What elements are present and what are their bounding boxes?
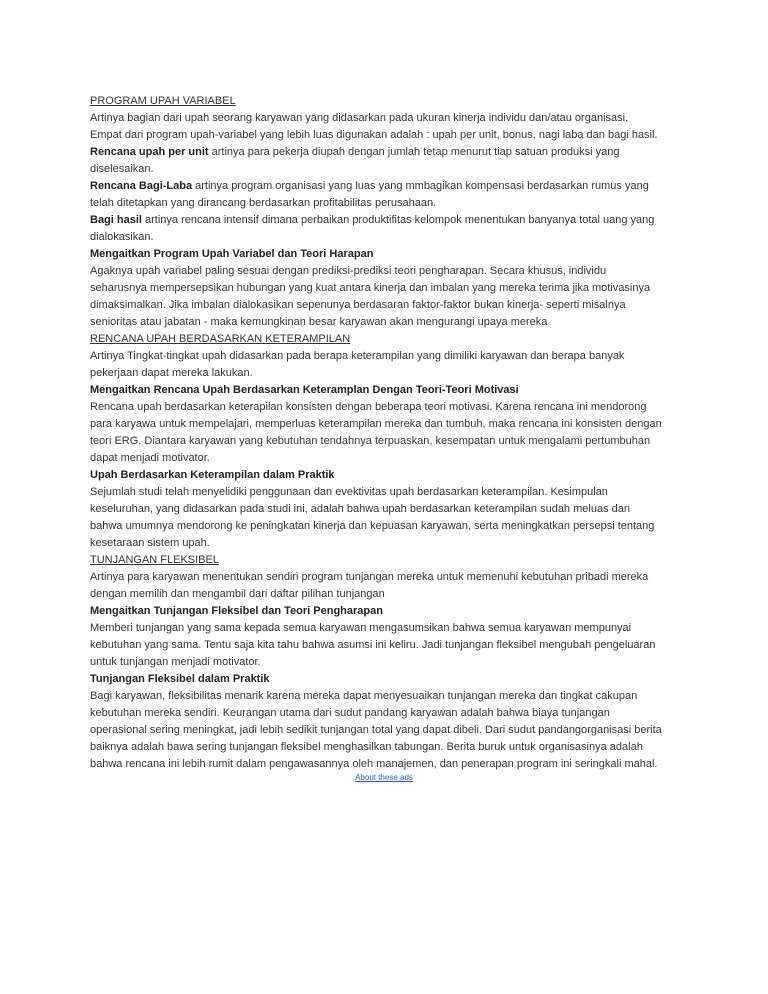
paragraph-line: Memberi tunjangan yang sama kepada semua karyawan mengasumsikan bahwa semua karyawan mempunyai	[90, 622, 632, 634]
paragraph-line: kebutuhan mereka sendiri. Keurangan utama dari sudut pandang karyawan adalah bahwa biaya tunjangan	[90, 707, 610, 719]
section-heading-rencana-upah-keterampilan: RENCANA UPAH BERDASARKAN KETERAMPILAN	[90, 333, 351, 345]
paragraph-line: Rencana upah berdasarkan keterapilan konsisten dengan beberapa teori motivasi. Karena rencana ini mendorong	[90, 401, 647, 413]
paragraph-line: kesetaraan sistem upah.	[90, 537, 210, 549]
paragraph-line: senioritas atau jabatan - maka kemungkinan besar karyawan akan mengurangi upaya mereka	[90, 316, 548, 328]
paragraph-line	[90, 144, 682, 161]
paragraph-line: operasional sering meningkat, jadi lebih sedikit tunjangan total yang dapat dibeli. Dari sudut pandangorganisasi berita	[90, 724, 662, 736]
subheading-tunjangan-praktik: Tunjangan Fleksibel dalam Praktik	[90, 673, 270, 685]
paragraph-line: Sejumlah studi telah menyelidiki penggunaan dan evektivitas upah berdasarkan keterampilan. Kesimpulan	[90, 486, 608, 498]
subheading-keterampilan-teori-motivasi: Mengaitkan Rencana Upah Berdasarkan Keteramplan Dengan Teori-Teori Motivasi	[90, 384, 519, 396]
term-bagi-hasil: Bagi hasil	[90, 214, 142, 226]
paragraph-line: bahwa umumnya mendorong ke peningkatan kinerja dan kepuasan karyawan, serta meningkatkan persepsi tentang	[90, 520, 655, 532]
term-rencana-bagi-laba: Rencana Bagi-Laba	[90, 180, 193, 192]
term-definition: artinya para pekerja diupah dengan jumlah tetap menurut tiap satuan produksi yang	[208, 146, 620, 158]
paragraph-line: Artinya bagian dari upah seorang karyawan yang didasarkan pada ukuran kinerja individu dan/atau organisasi.	[90, 112, 629, 124]
paragraph-line: para karyawa untuk mempelajari, memperluas keterampilan mereka dan tumbuh, maka rencana ini konsisten dengan	[90, 418, 662, 430]
paragraph-line: dapat menjadi motivator.	[90, 452, 210, 464]
paragraph-line	[90, 178, 682, 195]
paragraph-line: keseluruhan, yang didasarkan pada studi ini, adalah bahwa upah berdasarkan keterampilan sudah meluas dan	[90, 503, 630, 515]
paragraph-line: teori ERG. Diantara karyawan yang kebutuhan tendahnya terpuaskan, kesempatan untuk mengalami pertumbuhan	[90, 435, 651, 447]
subheading-keterampilan-praktik: Upah Berdasarkan Keterampilan dalam Praktik	[90, 469, 335, 481]
paragraph-line: dialokasikan.	[90, 231, 154, 243]
paragraph-line: bahwa rencana ini lebih rumit dalam pengawasannya oleh manajemen, dan penerapan program ini seringkali mahal.	[90, 758, 658, 770]
paragraph-line	[90, 212, 682, 229]
paragraph-line: Artinya para karyawan menentukan sendiri program tunjangan mereka untuk memenuhi kebutuhan pribadi mereka	[90, 571, 649, 583]
document-body	[90, 93, 682, 773]
subheading-tunjangan-teori-pengharapan: Mengaitkan Tunjangan Fleksibel dan Teori Pengharapan	[90, 605, 383, 617]
paragraph-line: Bagi karyawan, fleksibilitas menarik karena mereka dapat menyesuaikan tunjangan mereka dan tingkat cakupan	[90, 690, 638, 702]
paragraph-line: telah ditetapkan yang dirancang berdasarkan profitabilitas perusahaan.	[90, 197, 437, 209]
section-heading-program-upah-variabel: PROGRAM UPAH VARIABEL	[90, 95, 236, 107]
paragraph-line: untuk tunjangan menjadi motivator.	[90, 656, 261, 668]
paragraph-line: Artinya Tingkat-tingkat upah didasarkan pada berapa keterampilan yang dimiliki karyawan dan berapa banyak	[90, 350, 625, 362]
term-definition: artinya rencana intensif dimana perbaikan produktifitas kelompok menentukan banyanya total uang yang	[141, 214, 655, 226]
paragraph-line: dengan memilih dan mengambil dari daftar pilihan tunjangan	[90, 588, 385, 600]
paragraph-line: kebutuhan yang sama. Tentu saja kita tahu bahwa asumsi ini keliru. Jadi tunjangan fleksibel mengubah pengeluaran	[90, 639, 656, 651]
about-these-ads-link[interactable]: About these ads	[355, 773, 413, 782]
section-heading-tunjangan-fleksibel: TUNJANGAN FLEKSIBEL	[90, 554, 219, 566]
term-rencana-upah-per-unit: Rencana upah per unit	[90, 146, 209, 158]
paragraph-line: Empat dari program upah-variabel yang lebih luas digunakan adalah : upah per unit, bonus, nagi laba dan bagi hasil.	[90, 129, 658, 141]
paragraph-line: diselesaikan.	[90, 163, 154, 175]
term-definition: artinya program organisasi yang luas yang mmbagikan kompensasi berdasarkan rumus yang	[192, 180, 649, 192]
paragraph-line: baiknya adalah bawa sering tunjangan fleksibel menghasilkan tabungan. Berita buruk untuk organisasinya adalah	[90, 741, 643, 753]
subheading-upah-variabel-teori-harapan: Mengaitkan Program Upah Variabel dan Teori Harapan	[90, 248, 374, 260]
paragraph-line: Agaknya upah variabel paling sesuai dengan prediksi-prediksi teori pengharapan. Secara khusus, individu	[90, 265, 607, 277]
paragraph-line: dimaksimalkan. Jika imbalan dialokasikan sepenunya berdasaran faktor-faktor bukan kinerja- seperti misalnya	[90, 299, 626, 311]
paragraph-line: seharusnya mempersepsikan hubungan yang kuat antara kinerja dan imbalan yang mereka terima jika motivasinya	[90, 282, 651, 294]
paragraph-line: pekerjaan dapat mereka lakukan.	[90, 367, 253, 379]
